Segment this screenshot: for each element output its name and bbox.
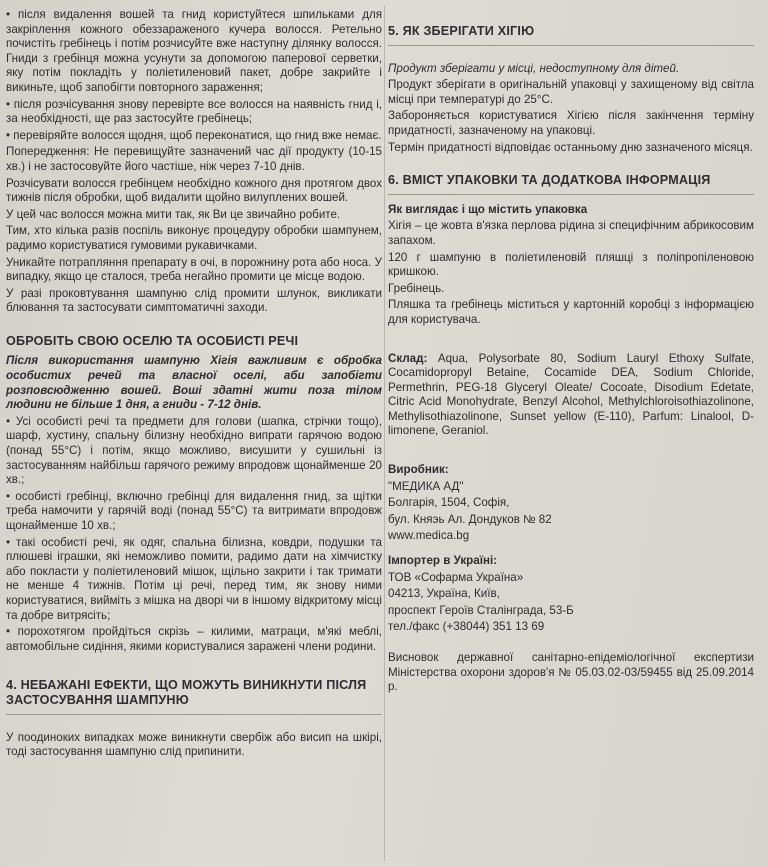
left-para-8: Уникайте потрапляння препарату в очі, в порожнину рота або носа. У випадку, якщо це сталося, треба негайно промити це місце водою.	[6, 255, 382, 284]
manufacturer-name: "МЕДИКА АД"	[388, 479, 464, 493]
package-subheading: Як виглядає і що містить упаковка	[388, 202, 588, 216]
column-divider	[384, 6, 385, 861]
storage-line-3: Забороняється користуватися Хігією після закінчення терміну придатності, зазначеному на упаковці.	[388, 109, 754, 137]
left-para-5: Розчісувати волосся гребінцем необхідно кожного дня протягом двох тижнів після обробки, щоб видалити щойно вилуплених вошей.	[6, 176, 382, 205]
left-para-7: Тим, хто кілька разів поспіль виконує процедуру обробки шампунем, радимо користуватися гумовими рукавичками.	[6, 224, 382, 252]
storage-line-1: Продукт зберігати у місці, недоступному для дітей.	[388, 61, 680, 75]
composition	[388, 352, 754, 440]
package-heading: 6. ВМІСТ УПАКОВКИ ТА ДОДАТКОВА ІНФОРМАЦІЯ	[388, 173, 711, 188]
left-para-1: • після видалення вошей та гнид користуйтеся шпильками для закріплення кожного обеззараженого кучера волосся. Ретельно почистіть гребінець і потім розчисуйте вже наступну ділянку волосся. Гниди з гребінця можна усунути за допомогою паперової серветки, яку потім покладіть у поліетиленовий пакет, добре закрийте і викиньте, щоб запобігти повторного зараження;	[6, 8, 382, 94]
sanitary-conclusion: Висновок державної санітарно-епідеміологічної експертизи Міністерства охорони здоров'я № 05.03.02-03/59455 від 25.09.2014 р.	[388, 651, 754, 694]
home-item-1: • Усі особисті речі та предмети для голови (шапка, стрічки тощо), шарф, хустину, спальну білизну необхідно випрати гарячою водою (понад 55°C) і потім, якщо можливо, висушити у сушильні із застосуванням найбільш гарячого режиму впродовж щонайменше 20 хв.;	[6, 414, 382, 487]
heading-rule	[388, 194, 754, 195]
side-effects-text: У поодиноких випадках може виникнути свербіж або висип на шкірі, тоді застосування шампуню слід припинити.	[6, 730, 382, 759]
home-item-3: • такі особисті речі, як одяг, спальна білизна, ковдри, подушки та плюшеві іграшки, які неможливо помити, радимо дати на хімчистку або покласти у поліетиленовий мішок, щільно закрити і так тримати не менше 4 тижнів. Потім ці речі, перед тим, як знову ними користуватися, вийміть з мішка на дворі чи в іншому відкритому місці та добре витрясіть;	[6, 535, 382, 622]
manufacturer-label: Виробник:	[388, 463, 449, 477]
home-intro-text: Після використання шампуню Хігія важливим є обробка особистих речей та власної оселі, аби запобігти розповсюдженню вошей.	[6, 354, 382, 397]
storage-line-2: Продукт зберігати в оригінальній упаковці у захищеному від світла місці при температурі до 25°C.	[388, 78, 754, 106]
manufacturer-website: www.medica.bg	[388, 529, 470, 543]
left-para-3: • перевіряйте волосся щодня, щоб переконатися, що гнид вже немає.	[6, 128, 382, 142]
storage-heading: 5. ЯК ЗБЕРІГАТИ ХІГІЮ	[388, 24, 535, 38]
importer-label: Імпортер в Україні:	[388, 554, 498, 568]
importer-address-1: 04213, Україна, Київ,	[388, 587, 500, 601]
left-column	[6, 8, 382, 762]
package-line-1: Хігія – це жовта в'язка перлова рідина зі специфічним абрикосовим запахом.	[388, 219, 754, 247]
heading-rule	[6, 714, 382, 715]
home-intro-bold: Воші здатні жити поза тілом людини не більше 1 дня, а гниди - 7-12 днів.	[6, 383, 382, 412]
composition-label: Склад:	[388, 351, 428, 365]
importer-name: ТОВ «Софарма Україна»	[388, 570, 524, 584]
warning-text: Попередження: Не перевищуйте зазначений час дії продукту (10-15 хв.) і не застосовуйте його частіше, ніж через 7-10 днів.	[6, 145, 382, 173]
home-heading: ОБРОБІТЬ СВОЮ ОСЕЛЮ ТА ОСОБИСТІ РЕЧІ	[6, 333, 299, 348]
side-effects-heading: 4. НЕБАЖАНІ ЕФЕКТИ, ЩО МОЖУТЬ ВИНИКНУТИ ПІСЛЯ ЗАСТОСУВАННЯ ШАМПУНЮ	[6, 678, 367, 707]
manufacturer-address-2: бул. Княэь Ал. Дондуков № 82	[388, 512, 552, 526]
manufacturer-address-1: Болгарія, 1504, Софія,	[388, 496, 510, 510]
right-column	[388, 8, 754, 697]
left-para-6: У цей час волосся можна мити так, як Ви це звичайно робите.	[6, 207, 341, 221]
home-intro	[6, 354, 382, 412]
storage-line-4: Термін придатності відповідає останньому дню зазначеного місяця.	[388, 140, 753, 154]
home-item-2: • особисті гребінці, включно гребінці для видалення гнид, за щітки треба намочити у гарячій воді (понад 55°C) та витримати впродовж щонайменше 10 хв.;	[6, 489, 382, 532]
package-line-4: Пляшка та гребінець міститься у картонній коробці з інформацією для користувача.	[388, 298, 754, 326]
package-line-2: 120 г шампуню в поліетиленовій пляшці з поліпропіленовою кришкою.	[388, 250, 754, 279]
importer-address-2: проспект Героїв Сталінграда, 53-Б	[388, 603, 574, 617]
home-item-4: • порохотягом пройдіться скрізь – килими, матраци, м'які меблі, автомобільне сидіння, якими користувалися заражені члени родини.	[6, 625, 382, 653]
importer-phone: тел./факс (+38044) 351 13 69	[388, 620, 545, 634]
package-line-3: Гребінець.	[388, 281, 445, 295]
composition-text: Aqua, Polysorbate 80, Sodium Lauryl Ethoxy Sulfate, Cocamidopropyl Betaine, Cocamide DEA, Sodium Chloride, Permethrin, PEG-18 Glyceryl Oleate/ Cocoate, Disodium Edetate, Citric Acid Monohydrate, Benzyl Alcohol, Methylchloroisothiazolinone, Methylisothiazolinone, Sunset yellow (E-110), Parfum: Linalool, D-limonene, Geraniol.	[388, 351, 754, 438]
left-para-9: У разі проковтування шампуню слід промити шлунок, викликати блювання та застосувати симптоматичні заходи.	[6, 286, 382, 315]
left-para-2: • після розчісування знову перевірте все волосся на наявність гнид і, за необхідності, ще раз застосуйте гребінець;	[6, 97, 382, 126]
heading-rule	[388, 45, 754, 46]
